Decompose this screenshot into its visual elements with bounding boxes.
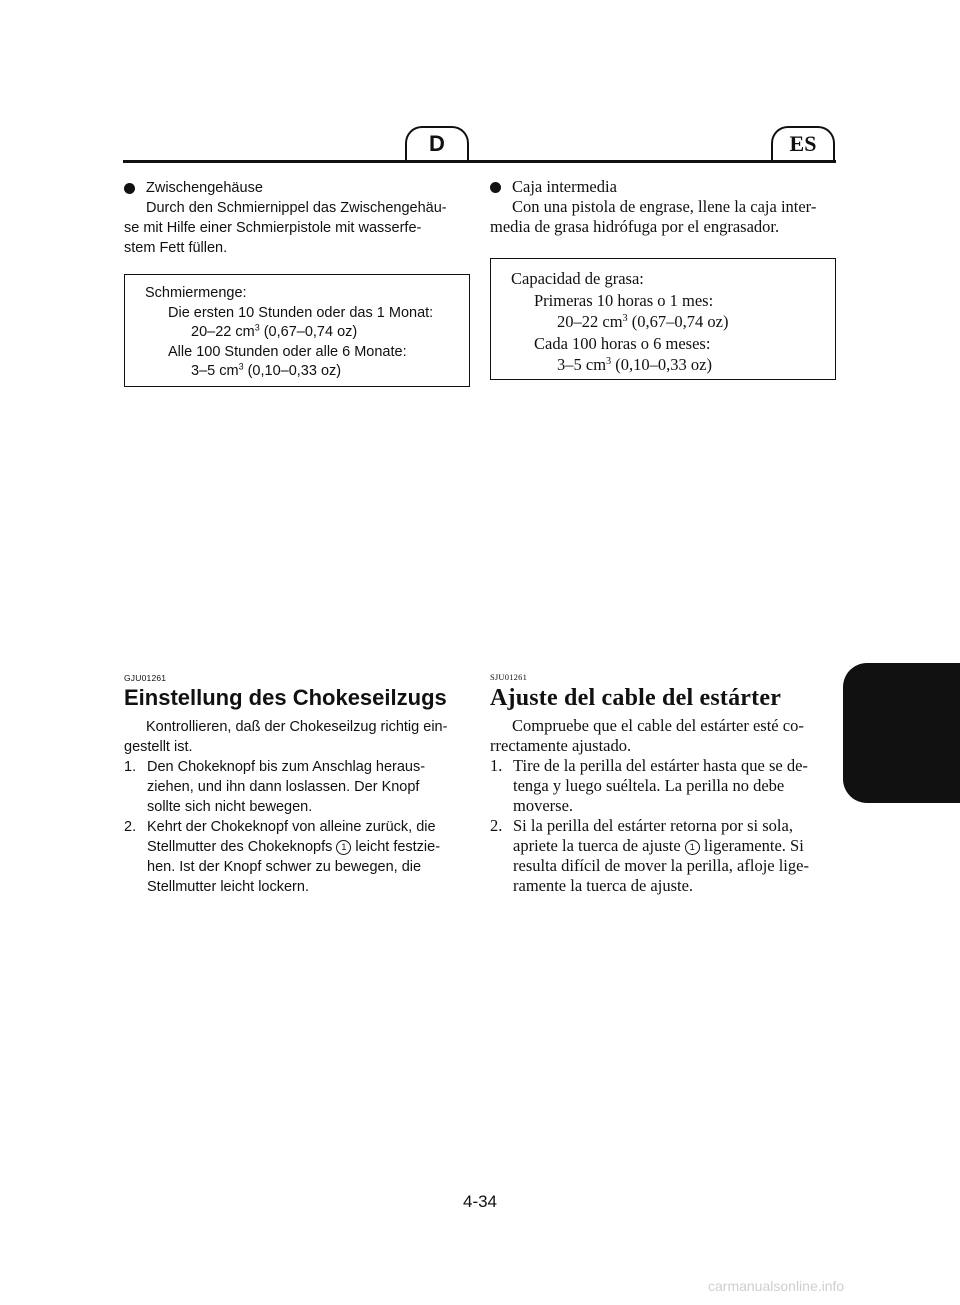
es-intro-line: Compruebe que el cable del estárter esté co- <box>512 716 804 735</box>
step-number: 1. <box>124 759 137 775</box>
bullet-icon <box>124 183 135 194</box>
value-text: (0,10–0,33 oz) <box>611 355 712 374</box>
superscript: 3 <box>238 361 244 372</box>
page-number: 4-34 <box>462 1192 498 1211</box>
es-step-1-line: moverse. <box>513 796 574 815</box>
text: leicht festzie- <box>351 839 441 855</box>
es-step-2-line <box>513 836 836 856</box>
header-rule <box>123 160 836 163</box>
es-bullet-section <box>490 177 836 237</box>
value-text: (0,67–0,74 oz) <box>259 324 358 340</box>
step-number: 1. <box>490 756 503 775</box>
es-bullet-title-line <box>490 177 836 197</box>
de-box-second-label: Alle 100 Stunden oder alle 6 Monate: <box>168 343 407 360</box>
de-bullet-title: Zwischengehäuse <box>146 180 263 196</box>
de-section-code: GJU01261 <box>124 673 167 683</box>
bullet-icon <box>490 182 501 193</box>
de-step-1 <box>124 757 466 817</box>
de-step-1-line: sollte sich nicht bewegen. <box>147 799 313 815</box>
es-bullet-line: Con una pistola de engrase, llene la caja inter- <box>512 197 817 216</box>
de-step-2 <box>124 817 466 897</box>
es-step-1 <box>490 756 836 816</box>
watermark: carmanualsonline.info <box>708 1278 845 1294</box>
es-bullet-line: media de grasa hidrófuga por el engrasador. <box>490 217 780 236</box>
superscript: 3 <box>254 322 260 333</box>
language-tab-german: D <box>405 126 469 160</box>
value-text: 3–5 cm <box>557 355 607 374</box>
es-step-2-line: resulta difícil de mover la perilla, afloje lige- <box>513 856 809 875</box>
value-text: (0,67–0,74 oz) <box>627 312 729 331</box>
value-text: 3–5 cm <box>191 363 239 379</box>
es-step-2 <box>490 816 836 896</box>
es-box-first-value <box>511 311 835 333</box>
chapter-thumb-tab <box>843 663 960 803</box>
es-section-code: SJU01261 <box>490 672 528 682</box>
superscript: 3 <box>606 355 612 367</box>
de-choke-section <box>124 673 466 897</box>
callout-number-icon: 1 <box>685 840 700 855</box>
de-box-second-value <box>145 362 469 382</box>
value-text: (0,10–0,33 oz) <box>243 363 342 379</box>
de-step-2-line <box>147 837 466 857</box>
es-step-2-line: ramente la tuerca de ajuste. <box>513 876 694 895</box>
es-intro-line: rrectamente ajustado. <box>490 736 632 755</box>
callout-number-icon: 1 <box>336 840 351 855</box>
de-section-heading: Einstellung des Chokeseilzugs <box>124 685 447 710</box>
de-step-1-line: Den Chokeknopf bis zum Anschlag heraus- <box>147 759 426 775</box>
text: apriete la tuerca de ajuste <box>513 836 685 855</box>
es-bullet-title: Caja intermedia <box>512 177 617 196</box>
es-section-heading: Ajuste del cable del estárter <box>490 685 782 711</box>
es-step-2-line: Si la perilla del estárter retorna por si sola, <box>513 816 793 835</box>
de-box-first-label: Die ersten 10 Stunden oder das 1 Monat: <box>168 304 434 321</box>
superscript: 3 <box>622 312 628 324</box>
de-intro-line: gestellt ist. <box>124 739 193 755</box>
de-box-title: Schmiermenge: <box>145 285 247 301</box>
es-grease-quantity-box <box>490 258 836 380</box>
es-step-1-line: tenga y luego suéltela. La perilla no debe <box>513 776 785 795</box>
es-box-second-label: Cada 100 horas o 6 meses: <box>534 333 711 353</box>
de-step-2-line: Stellmutter leicht lockern. <box>147 879 309 895</box>
es-box-second-value <box>511 354 835 376</box>
de-box-first-value <box>145 323 469 343</box>
step-number: 2. <box>490 816 503 835</box>
de-step-2-line: hen. Ist der Knopf schwer zu bewegen, die <box>147 859 422 875</box>
value-text: 20–22 cm <box>557 312 623 331</box>
language-tab-spanish: ES <box>771 126 835 160</box>
es-box-title: Capacidad de grasa: <box>511 269 644 288</box>
de-step-2-line: Kehrt der Chokeknopf von alleine zurück, die <box>147 819 436 835</box>
es-step-1-line: Tire de la perilla del estárter hasta que se de- <box>513 756 808 775</box>
es-choke-section <box>490 672 836 896</box>
de-grease-quantity-box <box>124 274 470 387</box>
step-number: 2. <box>124 819 137 835</box>
de-bullet-line: Durch den Schmiernippel das Zwischengehäu- <box>146 200 447 216</box>
es-box-first-label: Primeras 10 horas o 1 mes: <box>534 290 714 310</box>
de-step-1-line: ziehen, und ihn dann loslassen. Der Knopf <box>147 779 420 795</box>
de-bullet-section <box>124 178 470 258</box>
de-intro-line: Kontrollieren, daß der Chokeseilzug richtig ein- <box>146 719 448 735</box>
text: ligeramente. Si <box>699 836 804 855</box>
text: Stellmutter des Chokeknopfs <box>147 839 337 855</box>
de-bullet-line: stem Fett füllen. <box>124 240 228 256</box>
value-text: 20–22 cm <box>191 324 255 340</box>
de-bullet-line: se mit Hilfe einer Schmierpistole mit wasserfe- <box>124 220 422 236</box>
de-bullet-title-line <box>124 178 470 198</box>
